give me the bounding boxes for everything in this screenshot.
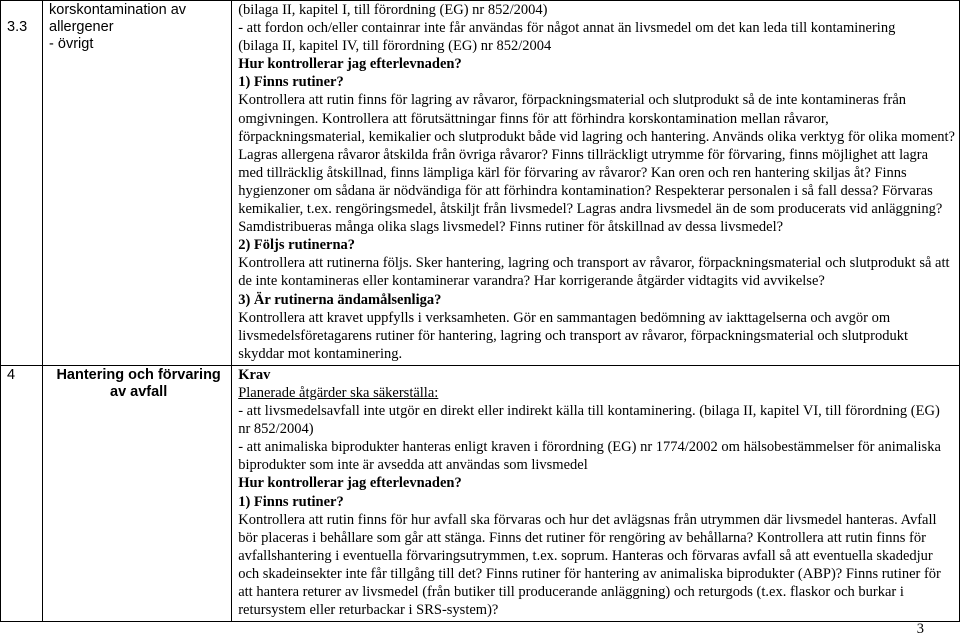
table-row <box>1 365 960 621</box>
content-subheading: Planerade åtgärder ska säkerställa: <box>238 384 439 401</box>
content-paragraph: Kontrollera att rutinerna följs. Sker hantering, lagring och transport av råvaror, förpackningsmaterial och slutprodukt så att de inte kontamineras eller kontaminerar varandra? Har korrigerande åtgärder vidtagits vid avvikelse? <box>238 255 950 290</box>
section-title-line: - övrigt <box>49 36 94 52</box>
content-heading: 1) Finns rutiner? <box>238 493 344 510</box>
content-heading: 3) Är rutinerna ändamålsenliga? <box>238 291 442 308</box>
section-title <box>43 1 231 53</box>
section-title-line: korskontamination av <box>49 2 187 18</box>
content-heading: 1) Finns rutiner? <box>238 74 344 91</box>
section-content <box>232 366 959 621</box>
content-paragraph: - att fordon och/eller containrar inte får användas för något annat än livsmedel om det kan leda till kontaminering <box>238 20 896 37</box>
section-number-line <box>7 2 42 19</box>
content-heading: Hur kontrollerar jag efterlevnaden? <box>238 56 462 73</box>
section-number-line: 3.3 <box>7 19 28 35</box>
content-paragraph: - att livsmedelsavfall inte utgör en direkt eller indirekt källa till kontaminering. (bilaga II, kapitel VI, till förordning (EG) nr 852/2004) <box>238 403 940 438</box>
section-title-line: Hantering och förvaring <box>56 366 221 383</box>
section-title-cell <box>43 365 232 621</box>
table-row <box>1 1 960 366</box>
section-number <box>1 366 42 384</box>
content-paragraph: Kontrollera att rutin finns för lagring av råvaror, förpackningsmaterial och slutprodukt så de inte kontamineras från omgivningen. Kontrollera att förutsättningar finns för att förhindra korskontamination mellan råvaror, förpackningsmaterial, kemikalier och slutprodukt både vid lagring och hantering. Används olika verktyg för olika moment? Lagras allergena råvaror åtskilda från övriga råvaror? Finns tillräckligt utrymme för förvaring, finns möjlighet att lagra med tillräcklig åtskillnad, finns lämpliga kärl för förvaring av råvaror? Kan oren och ren hantering skiljas åt? Finns hygienzoner om sådana är nödvändiga för att förhindra kontamination? Respekterar personalen i så fall dessa? Förvaras kemikalier, t.ex. rengöringsmedel, åtskiljt från livsmedel? Lagras andra livsmedel än de som producerats vid anläggning? Samdistribueras många olika slags livsmedel? Finns rutiner för åtskillnad av dessa livsmedel? <box>238 92 955 236</box>
section-content-cell <box>232 365 960 621</box>
content-paragraph: - att animaliska biprodukter hanteras enligt kraven i förordning (EG) nr 1774/2002 om hälsobestämmelser för animaliska biprodukter som inte är avsedda att användas som livsmedel <box>238 439 941 474</box>
section-number-cell <box>1 1 43 366</box>
content-paragraph: Kontrollera att rutin finns för hur avfall ska förvaras och hur det avlägsnas från utrymmen där livsmedel hanteras. Avfall bör placeras i behållare som går att stänga. Finns det rutiner för rengöring av behållarna? Kontrollera att rutin finns för avfallshantering i eventuella förvaringsutrymmen, t.ex. soprum. Hanteras och förvaras avfall så att eventuella skadedjur och skadeinsekter inte får tillgång till det? Finns rutiner för hantering av animaliska biprodukter (ABP)? Finns rutiner för att hantera returer av livsmedel (från butiker till producerande anläggning) och returgods (t.ex. flaskor och burkar i retursystem eller returbackar i SRS-system)? <box>238 511 941 619</box>
section-title <box>43 366 231 401</box>
section-title-cell <box>43 1 232 366</box>
content-heading: Hur kontrollerar jag efterlevnaden? <box>238 475 462 492</box>
content-heading: 2) Följs rutinerna? <box>238 237 356 254</box>
content-paragraph: (bilaga II, kapitel IV, till förordning (EG) nr 852/2004 <box>238 38 552 55</box>
section-number <box>1 1 42 36</box>
section-number-line: 4 <box>7 366 16 383</box>
content-paragraph: (bilaga II, kapitel I, till förordning (EG) nr 852/2004) <box>238 2 548 18</box>
section-content-cell <box>232 1 960 366</box>
content-paragraph: Kontrollera att kravet uppfylls i verksamheten. Gör en sammantagen bedömning av iakttagelserna och avgör om livsmedelsföretagarens rutiner för hantering, lagring och transport av råvaror, förpackningsmaterial och slutprodukt skyddar mot kontaminering. <box>238 309 909 362</box>
page-number: 3 <box>916 621 924 637</box>
section-title-line: allergener <box>49 19 114 35</box>
section-title-line: av avfall <box>110 383 168 400</box>
content-heading: Krav <box>238 366 271 383</box>
section-number-cell <box>1 365 43 621</box>
section-content <box>232 1 959 365</box>
